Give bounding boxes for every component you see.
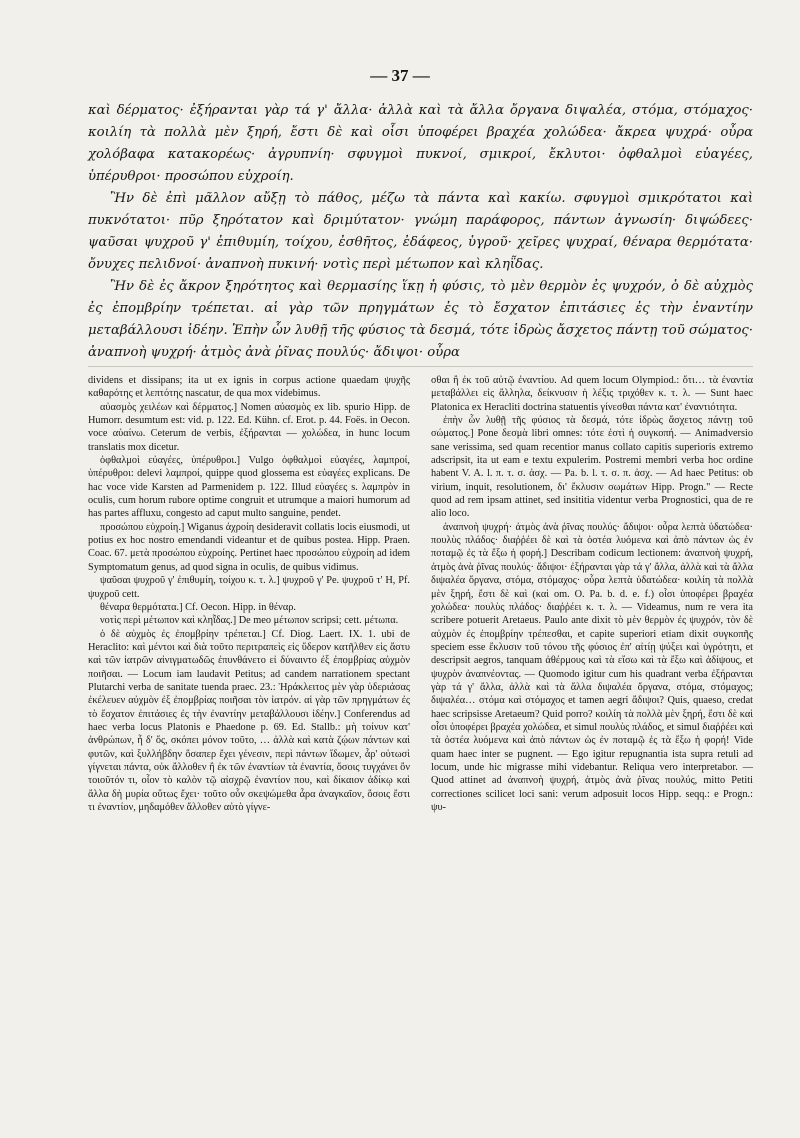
note-paragraph: ὁ δὲ αὐχμὸς ἐς ἐπομβρίην τρέπεται.] Cf. Diog. Laert. IX. 1. ubi de Heraclito: καὶ μέντοι καὶ διὰ τοῦτο περιτραπεὶς εἰς ὕδερον κατῆλθεν εἰς ἄστυ καὶ τῶν ἰατρῶν αἰνιγματωδῶς ἐπυνθάνετο εἰ δύναιντο ἐξ ἐπομβρίας αὐχμὸν ποιῆσαι. — Locum iam laudavit Petitus; ad candem narrationem spectant Plutarchi verba de sanitate tuenda praec. 23.: Ἡράκλειτος μὲν γὰρ ὑδεριάσας ἐκέλευεν αὐχμὸν ἐξ ἐπομβρίας ποιῆσαι τὸν ἰατρόν. αἱ γὰρ τῶν πρηγμάτων ἐς τὸ ἔσχατον ἐπιτάσιες ἐς τὴν ἐναντίην μεταβάλλουσι ἰδέην.] Conferendus ad haec verba locus Platonis e Phaedone p. 69. Ed. Stallb.: μὴ τοίνυν κατ' ἀνθρώπων, ἦ δ' ὅς, σκόπει μόνον τοῦτο, … ἀλλὰ καὶ κατὰ ζῴων πάντων καὶ φυτῶν, καὶ ξυλλήβδην ὅσαπερ ἔχει γένεσιν, περὶ πάντων ἴδωμεν, ἆρ' οὑτωσὶ γίγνεται πάντα, οὐκ ἄλλοθεν ἢ ἐκ τῶν ἐναντίων τὰ ἐναντία, ὅσοις τυγχάνει ὂν τοιοῦτόν τι, οἷον τὸ καλὸν τῷ αἰσχρῷ ἐναντίον που, καὶ δίκαιον ἀδίκῳ καὶ ἄλλα δὴ μυρία οὕτως ἔχει· τοῦτο οὖν σκεψώμεθα ἆρα ἀναγκαῖον, ὅσοις ἔστι τι ἐναντίον, μηδαμόθεν ἄλλοθεν αὐτὸ γίγνε- — [88, 628, 410, 813]
note-paragraph: σθαι ἢ ἐκ τοῦ αὐτῷ ἐναντίου. Ad quem locum Olympiod.: ὅτι… τὰ ἐναντία μεταβάλλει εἰς ἄλληλα, δείκνυσιν ἡ λέξις τριχόθεν κ. τ. λ. — Sunt haec Platonica ex Heracliti doctrina statuentis γίνεσθαι πάντα κατ' ἐναντιότητα. — [431, 375, 753, 413]
note-paragraph: θέναρα θερμότατα.] Cf. Oecon. Hipp. in θέναρ. — [100, 601, 296, 613]
note-paragraph: ἀναπνοὴ ψυχρή· ἀτμὸς ἀνὰ ῥῖνας πουλύς· ἄδιψοι· οὖρα λεπτὰ ὑδατώδεα· πουλὺς πλάδος· διαῤῥέει δὲ καὶ τὰ ὀστέα λυόμενα καὶ ἀπὸ πάντων ὡς ἐν ποταμῷ ἐς τὰ ἔξω ἡ φορή.] Describam codicum lectionem: ἀναπνοὴ ψυχρή, ἀτμὸς ἀνὰ ῥῖνας πουλύς· ἄδιψοι· ἐξήρανται γὰρ τά γ' ἄλλα, ἀλλὰ καὶ τὰ ἄλλα διψαλέα ὄργανα, στόμα, στόμαχος· οὖρα λεπτὰ ὑδατώδεα· κοιλίη τὰ πολλὰ μὲν ξηρή, ἔστι δὲ καὶ (καὶ om. O. Pa. b. d. e. f.) οἷσι ὑποφέρει βραχέα χολώδεα· πουλὺς πλάδος· διαῤῥέει κ. τ. λ. — Videamus, num re vera ita scribere potuerit Aretaeus. Paulo ante dixit τὸ μὲν θερμὸν ἐς ψυχρόν, τὸν δὲ αὐχμὸν ἐς ἐπομβρίην τρέπεσθαι, et capite superiori etiam dixit συγκοπῆς speciem esse ἔκλυσιν τοῦ τόνου τῆς φύσιος ἐπ' αἰτίῃ ψύξει καὶ ὑγρότητι, et descripsit aegros, tanquam ἀθέρμους καὶ τὰ εἴσω καὶ τὰ ἔξω καὶ ἀδίψους, et ψυχρὸν ἀναπνέοντας. — Quomodo igitur cum his quadrant verba ἐξήρανται γὰρ τά γ' ἄλλα, ἀλλὰ καὶ τὰ ἄλλα διψαλέα ὄργανα, στόμα, στόμαχος; διψαλέα… στόμα καὶ στόμαχος et tamen aegri ἄδιψοι? Quis, quaeso, credat haec scripsisse Aretaeum? Quid porro? κοιλίη τὰ πολλὰ μὲν ξηρή, ἔστι δὲ καὶ οἷσι ὑποφέρει βραχέα χολώδεα, et simul πουλὺς πλάδος, et simul διαῤῥέει καὶ τὰ ὀστέα λυόμενα καὶ ἀπὸ πάντων ὡς ἐν ποταμῷ ἐς τὰ ἔξω ἡ φορή! Vide quam haec inter se pugnent. — Ego igitur repugnantia ista supra retuli ad locum, unde hic migrasse mihi videbantur. Reliqua vero interpretabor. — Quod attinet ad ἀναπνοὴ ψυχρή, ἀτμὸς ἀνὰ ῥῖνας πουλύς, mitto Petiti correctiones scilicet loci sani: verum adposuit locos Hipp. seqq.: e Progn.: ψυ- — [431, 521, 753, 813]
notes-column-left — [88, 374, 410, 814]
note-paragraph: νοτὶς περὶ μέτωπον καὶ κληῗδας.] De meo μέτωπον scripsi; cett. μέτωπα. — [100, 615, 399, 627]
note-paragraph: αὐασμὸς χειλέων καὶ δέρματος.] Nomen αὐασμὸς ex lib. spurio Hipp. de Humorr. desumtum est: vid. p. 122. Ed. Kühn. cf. Erot. p. 44. Foës. in Oecon. voce αὐαίνω. Ceterum de verbis, ἐξήρανται — χολώδεα, in hunc locum translatis mox dicetur. — [88, 401, 410, 453]
main-paragraph: Ἢν δὲ ἐς ἄκρον ξηρότητος καὶ θερμασίης ἵκῃ ἡ φύσις, τὸ μὲν θερμὸν ἐς ψυχρόν, ὁ δὲ αὐχμὸς ἐς ἐπομβρίην τρέπεται. αἱ γὰρ τῶν πρηγμάτων ἐς τὸ ἔσχατον ἐπιτάσιες ἐς τὴν ἐναντίην μεταβάλλουσι ἰδέην. Ἐπὴν ὧν λυθῇ τῆς φύσιος τὰ δεσμά, τότε ἱδρὼς ἄσχετος πάντῃ τοῦ σώματος· ἀναπνοὴ ψυχρή· ἀτμὸς ἀνὰ ῥῖνας πουλύς· ἄδιψοι· οὖρα — [88, 279, 753, 360]
greek-main-text — [88, 100, 753, 364]
note-paragraph: προσώπου εὐχροίη.] Wiganus ἀχροίη desideravit collatis locis eiusmodi, ut potius ex hoc nostro emendandi videantur et de quibus postea. Hipp. Praen. Coac. 67. μετὰ προσώπου εὐχροίης. Pertinet haec προσώπου εὐχροίη ad idem Symptomatum genus, ad quod signa in oculis, de quibus vidimus. — [88, 521, 410, 573]
note-paragraph: ψαῦσαι ψυχροῦ γ' ἐπιθυμίη, τοίχου κ. τ. λ.] ψυχροῦ γ' Pe. ψυχροῦ τ' H, Pf. ψυχροῦ cett. — [88, 575, 410, 600]
text-notes-divider — [88, 366, 753, 367]
main-paragraph: Ἢν δὲ ἐπὶ μᾶλλον αὔξῃ τὸ πάθος, μέζω τὰ πάντα καὶ κακίω. σφυγμοὶ σμικρότατοι καὶ πυκνότατοι· πῦρ ξηρότατον καὶ δριμύτατον· γνώμη παράφορος, πάντων ἀγνωσίη· διψώδεες· ψαῦσαι ψυχροῦ γ' ἐπιθυμίη, τοίχου, ἐσθῆτος, ἐδάφεος, ὑγροῦ· χεῖρες ψυχραί, θέναρα θερμότατα· ὄνυχες πελιδνοί· ἀναπνοὴ πυκινή· νοτὶς περὶ μέτωπον καὶ κληῗδας. — [88, 191, 753, 272]
note-paragraph: ἐπὴν ὧν λυθῇ τῆς φύσιος τὰ δεσμά, τότε ἱδρὼς ἄσχετος πάντῃ τοῦ σώματος.] Pone δεσμὰ libri omnes: τότε ἐστὶ ἡ συγκοπή. — Animadversio sane verissima, sed quam recentior manus collato capitis superioris extremo adscripsit, ita ut eam e textu expulerim. Postremi membri verba hoc ordine habent V. A. l. π. τ. σ. ἀσχ. — Pa. b. l. τ. σ. π. ἀσχ. — Ad haec Petitus: ob virium, inquit, resolutionem, δι' ἔκλυσιν σωμάτων Hipp. Progn." — Recte quod ad rem ipsam attinet, sed insititia videntur verba Prognostici, qua de re alio loco. — [431, 415, 753, 520]
notes-column-right — [431, 374, 753, 814]
note-paragraph: dividens et dissipans; ita ut ex ignis in corpus actione quaedam ψυχῆς καθαρότης et λεπτότης nascatur, de qua mox videbimus. — [88, 375, 410, 400]
commentary-notes — [88, 374, 753, 814]
main-paragraph: καὶ δέρματος· ἐξήρανται γὰρ τά γ' ἄλλα· ἀλλὰ καὶ τὰ ἄλλα ὄργανα διψαλέα, στόμα, στόμαχος· κοιλίη τὰ πολλὰ μὲν ξηρή, ἔστι δὲ καὶ οἷσι ὑποφέρει βραχέα χολώδεα· ἄκρεα ψυχρά· οὖρα χολόβαφα κατακορέως· ἀγρυπνίη· σφυγμοὶ πυκνοί, σμικροί, ἔκλυτοι· ὀφθαλμοὶ εὐαγέες, ὑπέρυθροι· προσώπου εὐχροίη. — [88, 103, 753, 184]
note-paragraph: ὀφθαλμοὶ εὐαγέες, ὑπέρυθροι.] Vulgo ὀφθαλμοὶ εὐαγέες, λαμπροί, ὑπέρυθροι: delevi λαμπροί, quippe quod glossema est εὐαγέες explicans. De hac voce vide Karsten ad Parmenidem p. 122. Illud εὐαγέες s. λαμπρὸν in oculis, cum horum rubore optime congruit et utrumque a maiori humorum ad has partes affluxu, congesto ad caput multo sanguine, pendet. — [88, 455, 410, 520]
page-number: — 37 — — [370, 66, 430, 85]
